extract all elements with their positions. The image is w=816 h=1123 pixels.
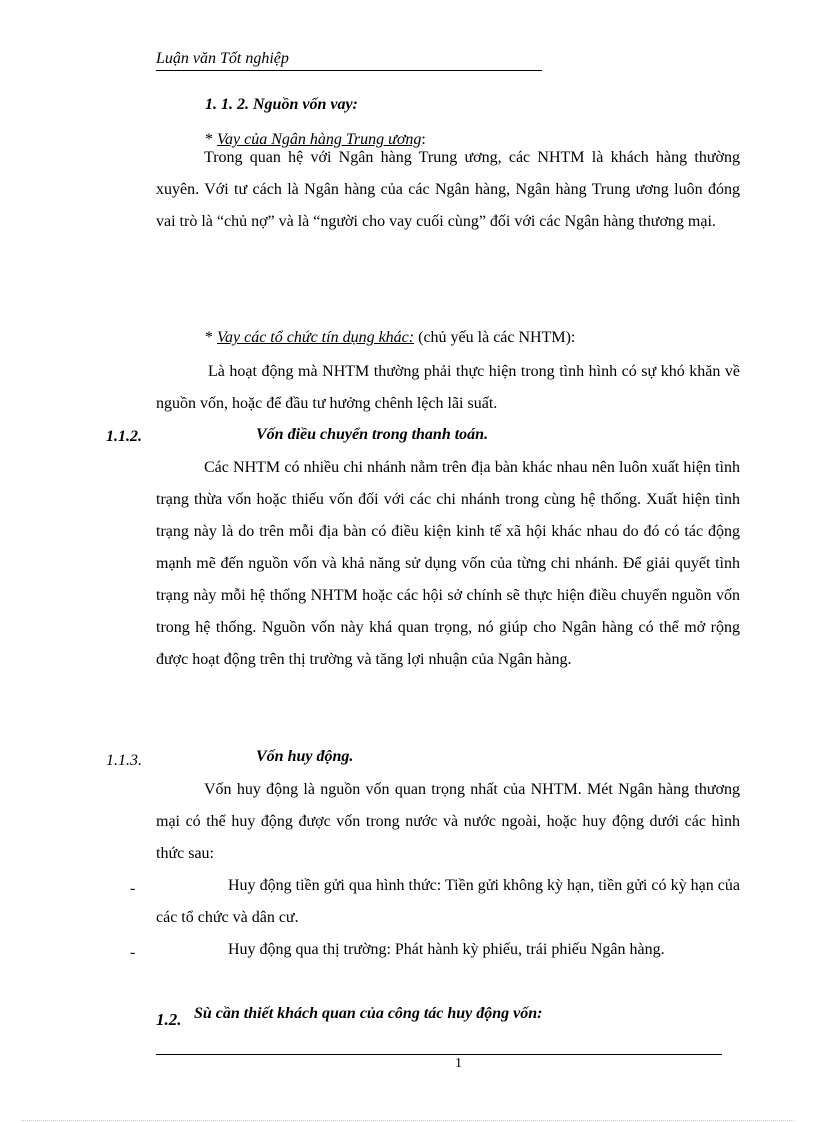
central-bank-label-line: * Vay của Ngân hàng Trung ương:	[205, 131, 426, 148]
running-header: Luận văn Tốt nghiệp	[156, 50, 542, 71]
bullet-dash: -	[130, 880, 136, 897]
central-bank-label: Vay của Ngân hàng Trung ương	[217, 131, 422, 148]
section-heading-transfer: Vốn điều chuyển trong thanh toán.	[256, 426, 489, 443]
section-heading-mobilized: Vốn huy động.	[256, 748, 354, 765]
section-heading-1-2: Sù cần thiết khách quan của công tác huy động vốn:	[194, 1005, 543, 1022]
page-edge	[22, 1120, 794, 1121]
central-bank-paragraph: Trong quan hệ với Ngân hàng Trung ương, các NHTM là khách hàng thường xuyên. Với tư cách là Ngân hàng của các Ngân hàng, Ngân hàng Trung ương luôn đóng vai trò là “chủ nợ” và là “người cho vay cuối cùng” đối với các Ngân hàng thương mại.	[156, 149, 740, 230]
bullet-dash: -	[130, 944, 136, 961]
section-number-transfer: 1.1.2.	[106, 428, 142, 445]
mobilized-paragraph: Vốn huy động là nguồn vốn quan trọng nhất của NHTM. Mét Ngân hàng thương mại có thể huy động được vốn trong nước và nước ngoài, hoặc huy động dưới các hình thức sau:	[156, 781, 740, 862]
section-number-mobilized: 1.1.3.	[106, 752, 142, 769]
transfer-paragraph: Các NHTM có nhiều chi nhánh nằm trên địa bàn khác nhau nên luôn xuất hiện tình trạng thừa vốn hoặc thiếu vốn đối với các chi nhánh trong cùng hệ thống. Xuất hiện tình trạng này là do trên mỗi địa bàn có điều kiện kinh tế xã hội khác nhau do đó có tác động mạnh mẽ đến nguồn vốn và khả năng sử dụng vốn của từng chi nhánh. Để giải quyết tình trạng này mỗi hệ thống NHTM hoặc các hội sở chính sẽ thực hiện điều chuyển nguồn vốn trong hệ thống. Nguồn vốn này khá quan trọng, nó giúp cho Ngân hàng có thể mở rộng được hoạt động trên thị trường và tăng lợi nhuận của Ngân hàng.	[156, 459, 740, 668]
bullet-item: Huy động qua thị trường: Phát hành kỳ phiếu, trái phiếu Ngân hàng.	[228, 941, 665, 958]
footer-divider	[156, 1054, 722, 1055]
section-number-1-2: 1.2.	[156, 1010, 182, 1029]
other-institutions-paragraph: Là hoạt động mà NHTM thường phải thực hiện trong tình hình có sự khó khăn về nguồn vốn, hoặc để đầu tư hưởng chênh lệch lãi suất.	[156, 363, 740, 412]
other-institutions-label: Vay các tổ chức tín dụng khác:	[217, 329, 415, 346]
section-heading-loan: 1. 1. 2. Nguồn vốn vay:	[205, 96, 358, 113]
other-institutions-label-line: * Vay các tổ chức tín dụng khác: (chủ yếu là các NHTM):	[205, 329, 576, 346]
page-number: 1	[455, 1056, 462, 1071]
bullet-item: Huy động tiền gửi qua hình thức: Tiền gửi không kỳ hạn, tiền gửi có kỳ hạn của các tổ chức và dân cư.	[156, 877, 740, 926]
